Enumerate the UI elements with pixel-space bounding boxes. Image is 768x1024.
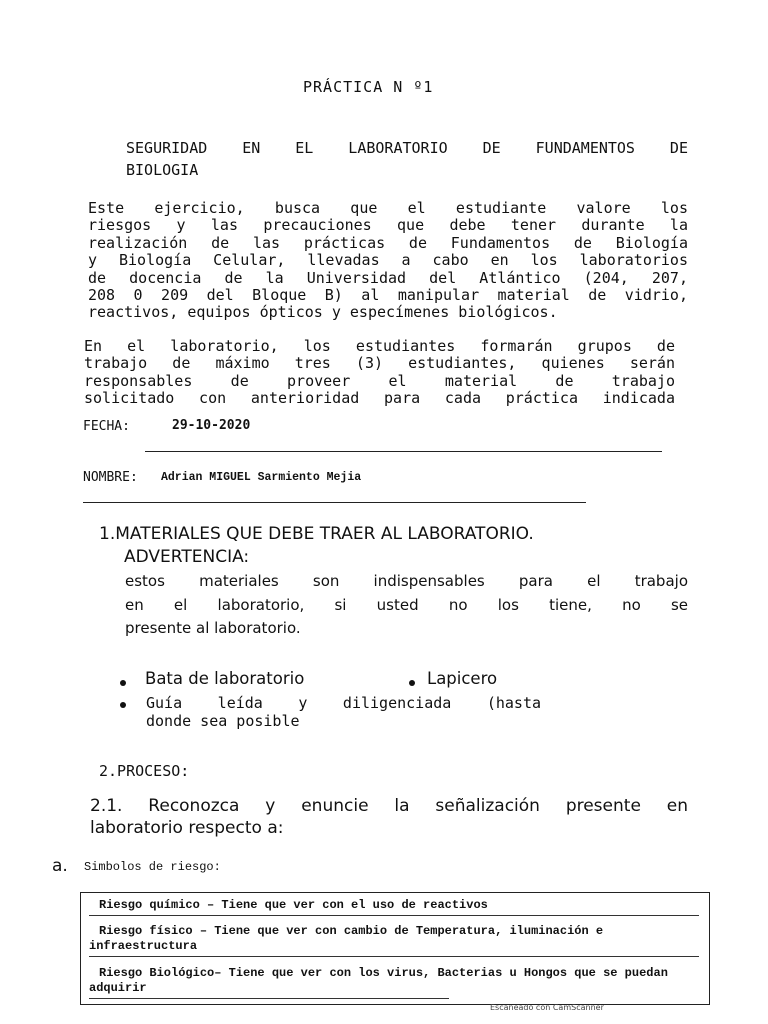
intro-line: 208 0 209 del Bloque B) al manipular material de vidrio,: [88, 286, 688, 305]
lab-line: trabajo de máximo tres (3) estudiantes, quienes serán: [84, 354, 675, 373]
instruction-line: laboratorio respecto a:: [90, 818, 284, 838]
bullet-icon: [120, 680, 126, 686]
risk-physical: Riesgo físico – Tiene que ver con cambio de Temperatura, iluminación e infraestructura: [89, 924, 604, 953]
intro-line: y Biología Celular, llevadas a cabo en los laboratorios: [88, 251, 688, 270]
simbolos-label: Simbolos de riesgo:: [84, 860, 221, 874]
scanner-watermark: Escaneado con CamScanner: [490, 1003, 604, 1012]
document-subtitle: [126, 137, 688, 181]
section-1-heading: [99, 523, 659, 569]
warning-line: estos materiales son indispensables para el trabajo: [125, 572, 688, 590]
section-2-heading: 2.PROCESO:: [99, 762, 190, 780]
subtitle-line-1: SEGURIDAD EN EL LABORATORIO DE FUNDAMENTOS DE: [126, 139, 688, 157]
fecha-value: 29-10-2020: [172, 418, 251, 433]
subtitle-line-2: BIOLOGIA: [126, 161, 199, 179]
lab-line: responsables de proveer el material de trabajo: [84, 371, 675, 390]
material-item-lapicero: Lapicero: [427, 669, 498, 688]
answer-line: [89, 998, 449, 999]
risk-chemical: Riesgo químico – Tiene que ver con el uso de reactivos: [99, 898, 488, 912]
material-item-guia: [146, 694, 541, 730]
guia-line: Guía leída y diligenciada (hasta: [146, 694, 541, 712]
list-letter-a: a.: [52, 856, 68, 876]
instruction-line: 2.1. Reconozca y enuncie la señalización presente en: [90, 796, 688, 816]
warning-line: presente al laboratorio.: [125, 619, 301, 637]
nombre-underline: [83, 502, 586, 503]
guia-line: donde sea posible: [146, 712, 300, 730]
advertencia-label: ADVERTENCIA:: [124, 547, 250, 567]
intro-line: de docencia de la Universidad del Atlántico (204, 207,: [88, 268, 688, 287]
answer-line: [89, 956, 699, 957]
intro-line: Este ejercicio, busca que el estudiante valore los: [88, 199, 688, 217]
material-item-bata: Bata de laboratorio: [145, 669, 305, 688]
page-title: PRÁCTICA N º1: [303, 78, 434, 96]
fecha-underline: [145, 451, 662, 452]
nombre-value: Adrian MIGUEL Sarmiento Mejia: [161, 471, 362, 484]
lab-line: En el laboratorio, los estudiantes formarán grupos de: [84, 337, 675, 355]
intro-line: reactivos, equipos ópticos y especímenes biológicos.: [88, 303, 558, 322]
risk-answer-box: [80, 892, 710, 1005]
intro-line: realización de las prácticas de Fundamentos de Biología: [88, 233, 688, 252]
lab-line: solicitado con anterioridad para cada práctica indicada: [84, 389, 675, 408]
nombre-label: NOMBRE:: [83, 470, 138, 485]
intro-paragraph: [88, 200, 688, 322]
fecha-label: FECHA:: [83, 419, 130, 434]
warning-line: en el laboratorio, si usted no los tiene, no se: [125, 595, 688, 614]
section-2-1-instruction: [90, 795, 688, 839]
lab-paragraph: [84, 338, 675, 408]
bullet-icon: [409, 680, 415, 686]
section-1-text: [125, 570, 688, 641]
bullet-icon: [120, 702, 126, 708]
answer-line: [89, 915, 699, 916]
intro-line: riesgos y las precauciones que debe tener durante la: [88, 216, 688, 235]
risk-biological: Riesgo Biológico– Tiene que ver con los virus, Bacterias u Hongos que se puedan adquirir: [89, 966, 668, 995]
section-1-title: 1.MATERIALES QUE DEBE TRAER AL LABORATORIO.: [99, 524, 534, 544]
